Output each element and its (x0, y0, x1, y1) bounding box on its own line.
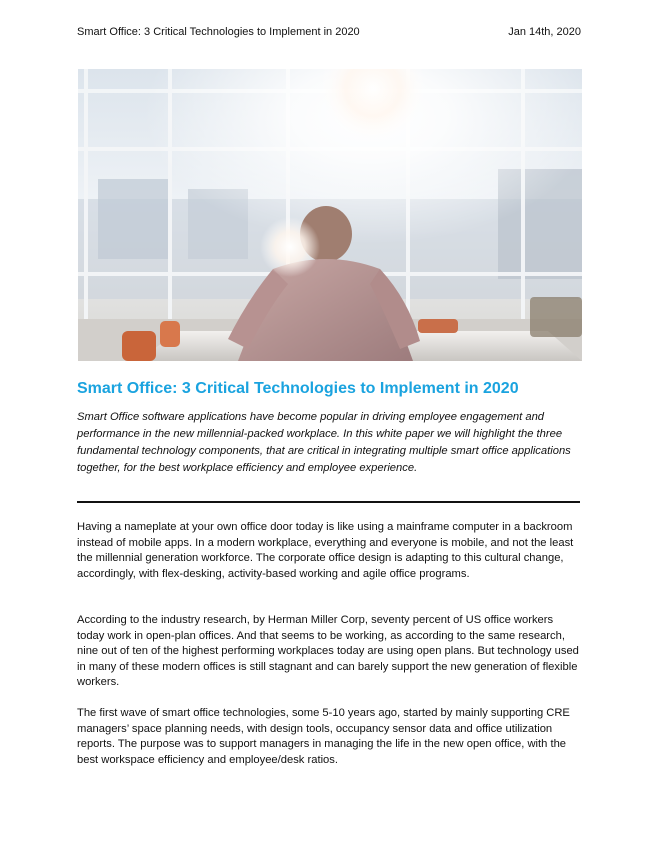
header-date: Jan 14th, 2020 (508, 26, 581, 38)
header-title: Smart Office: 3 Critical Technologies to Implement in 2020 (77, 26, 360, 38)
article-title: Smart Office: 3 Critical Technologies to Implement in 2020 (77, 380, 519, 397)
section-divider (77, 501, 580, 503)
body-paragraph-1: Having a nameplate at your own office door today is like using a mainframe computer in a backroom instead of mobile apps. In a modern workplace, everything and everyone is mobile, and not the least the millennial generation workforce. The corporate office design is adapting to this cultural change, accordingly, with flex-desking, activity-based working and agile office programs. (77, 521, 574, 580)
article-intro: Smart Office software applications have become popular in driving employee engagement and performance in the new millennial-packed workplace. In this white paper we will highlight the three fundamental technology components, that are critical in integrating multiple smart office applications together, for the best workplace efficiency and employee experience. (77, 411, 571, 474)
body-paragraph-2: According to the industry research, by Herman Miller Corp, seventy percent of US office workers today work in open-plan offices. And that seems to be working, as according to the same research, nine out of ten of the highest performing workplaces today are using open plans. But technology used in many of these modern offices is still stagnant and can barely support the new generation of flexible workers. (77, 614, 579, 689)
body-paragraph-3: The first wave of smart office technologies, some 5-10 years ago, started by mainly supporting CRE managers’ space planning needs, with design tools, occupancy sensor data and office utilization reports. The purpose was to support managers in managing the life in the new open office, with the best workspace efficiency and employee/desk ratios. (77, 707, 570, 766)
hero-office-photo (78, 69, 582, 361)
page-header (77, 25, 581, 39)
